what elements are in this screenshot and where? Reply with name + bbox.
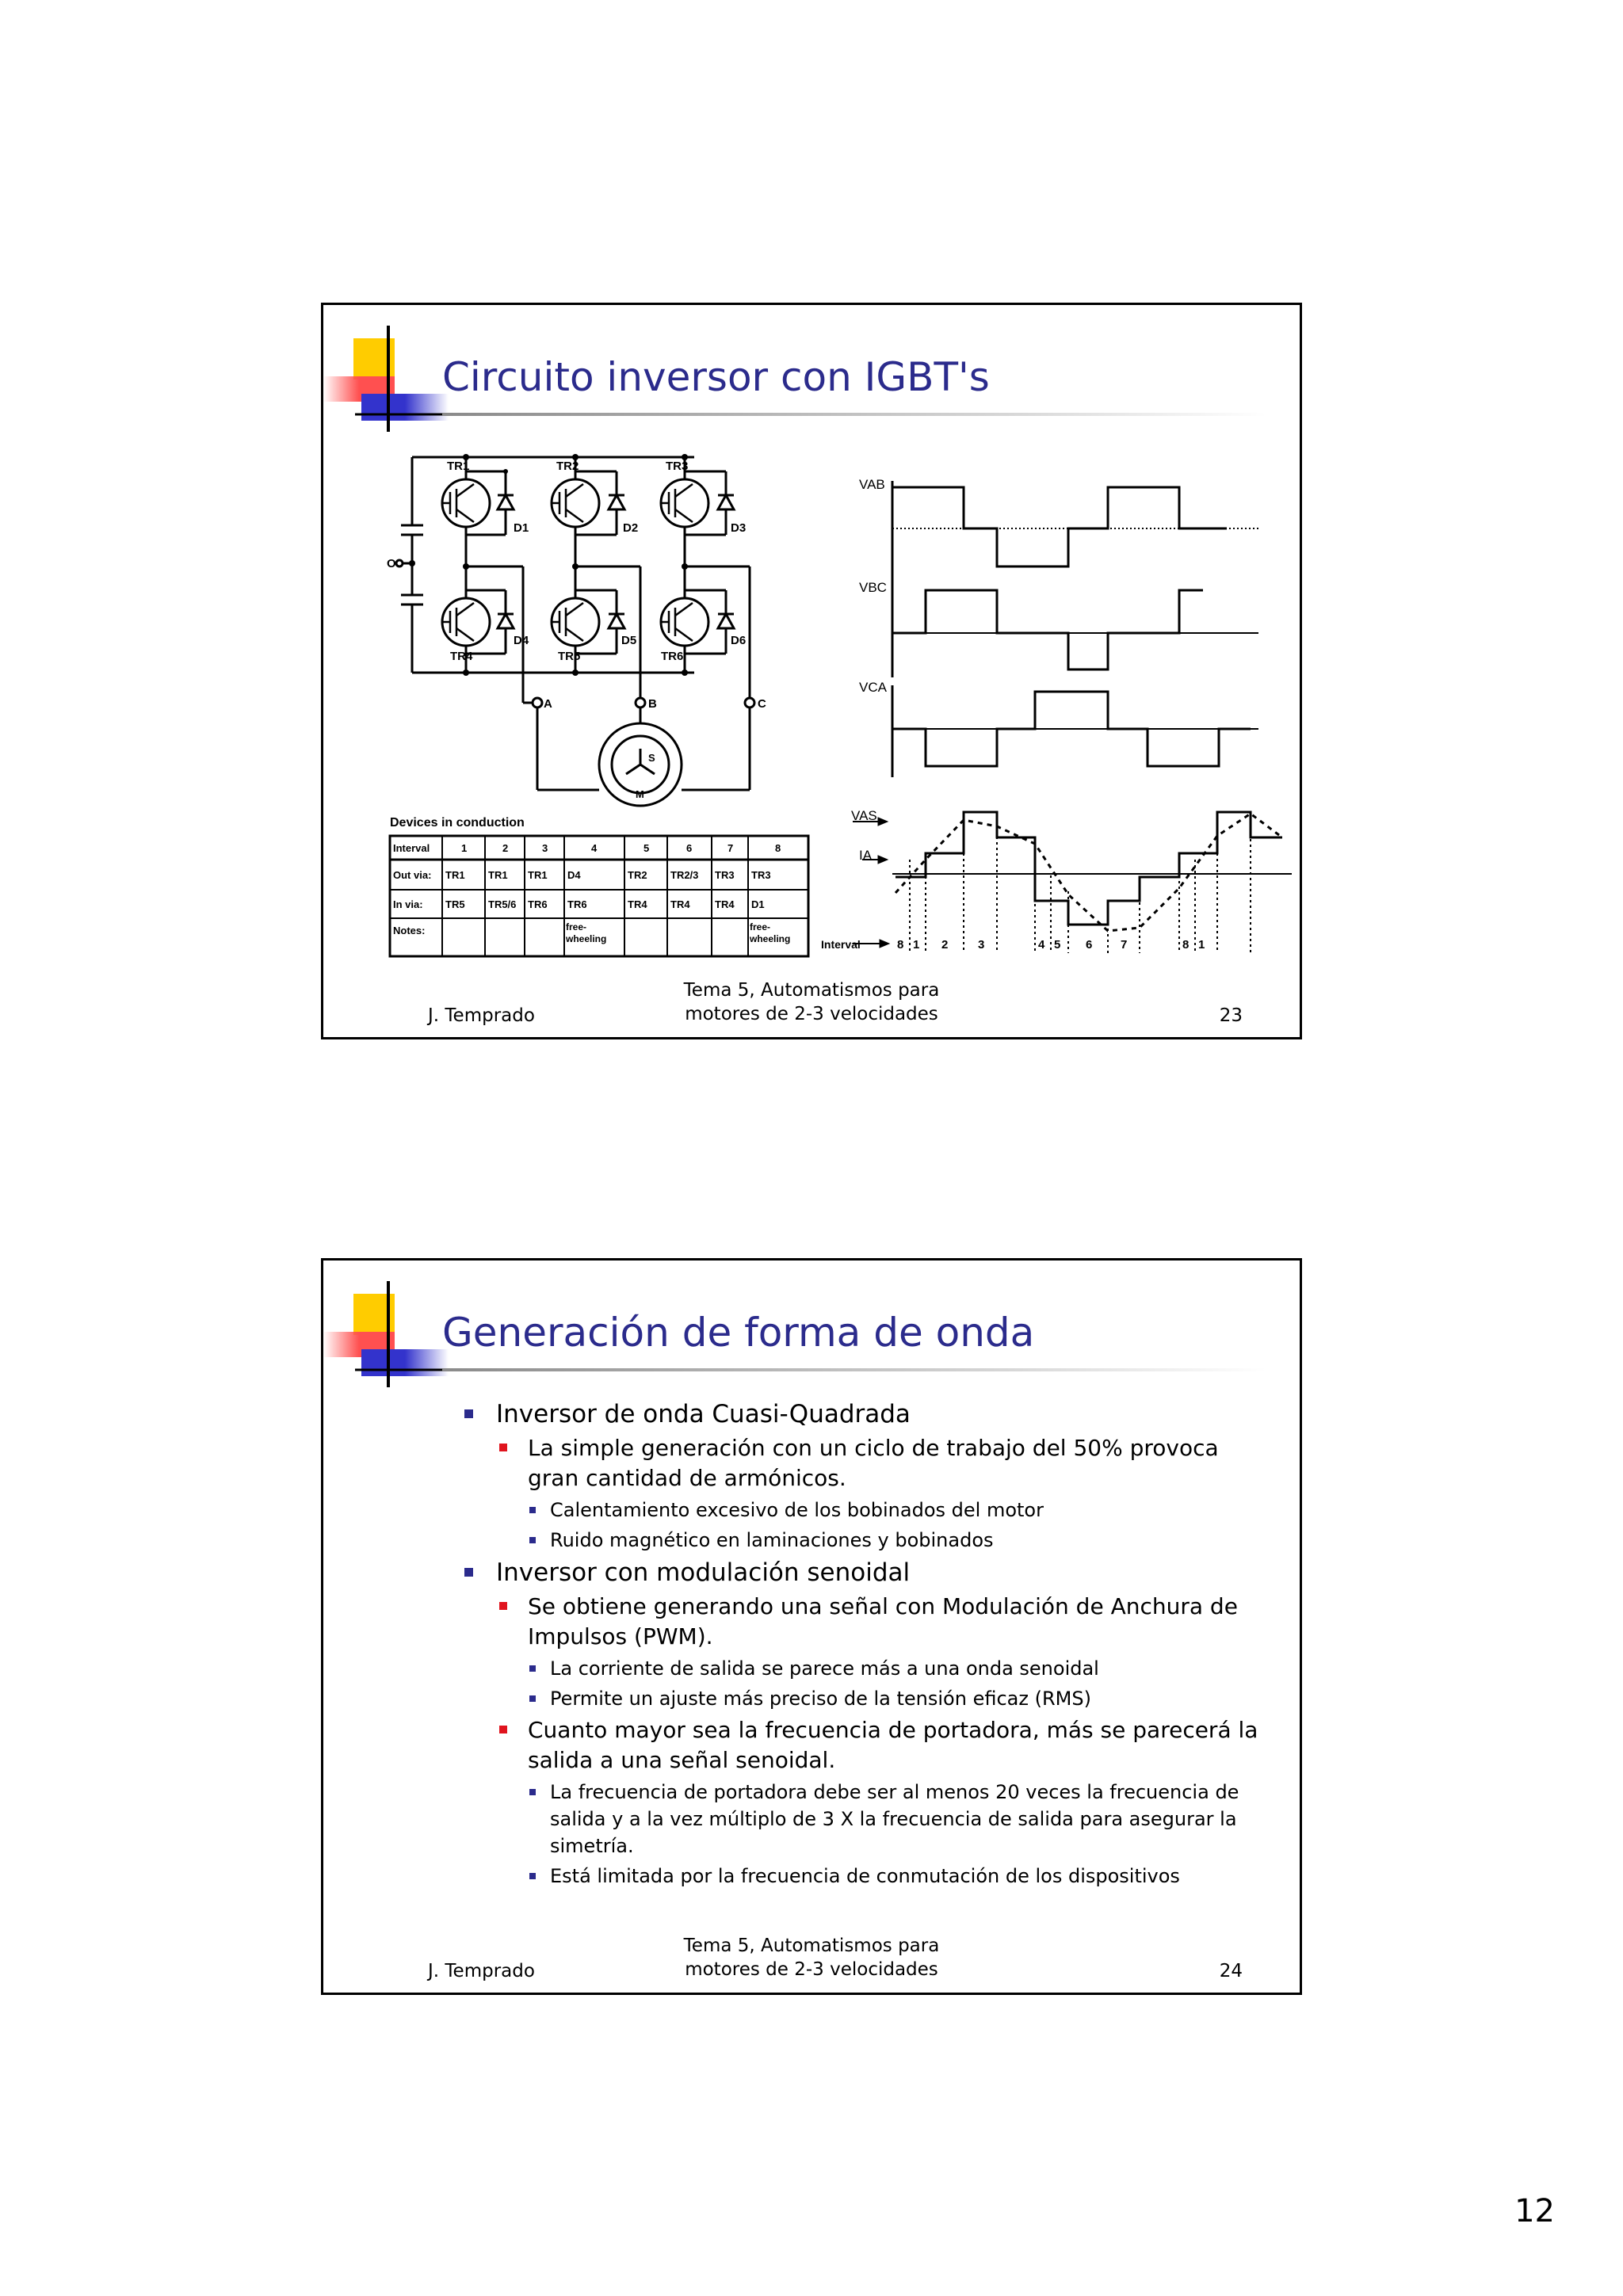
square-bullet-icon — [499, 1602, 507, 1610]
terminal-label: A — [544, 697, 552, 711]
sub-sub-bullet-text: La corriente de salida se parece más a una onda senoidal — [550, 1657, 1099, 1680]
slide-title: Circuito inversor con IGBT's — [442, 354, 990, 400]
table-cell: TR6 — [567, 898, 587, 910]
title-underline — [442, 1368, 1266, 1371]
transistor-label: TR6 — [661, 650, 684, 663]
line-voltage-waveforms — [892, 481, 1258, 777]
waveform-label-vbc: VBC — [859, 580, 887, 595]
square-bullet-icon — [499, 1444, 507, 1451]
square-bullet-icon — [464, 1409, 473, 1418]
square-bullet-icon — [529, 1507, 536, 1513]
interval-tick: 4 — [1038, 938, 1045, 952]
table-cell: TR1 — [488, 869, 508, 881]
terminal-label: C — [758, 697, 766, 711]
footer-course-line1: Tema 5, Automatismos para — [683, 1936, 940, 1956]
sub-sub-bullet-item — [528, 1655, 1268, 1682]
table-header-cell: 1 — [461, 842, 468, 854]
diode-label: D2 — [623, 521, 639, 535]
interval-tick: 7 — [1121, 938, 1128, 952]
sub-bullet-item — [496, 1592, 1268, 1712]
interval-axis-label: Interval — [821, 938, 861, 951]
sub-bullet-text: Cuanto mayor sea la frecuencia de portadora, más se parecerá la salida a una señal senoidal. — [528, 1717, 1258, 1773]
table-header-cell: Interval — [393, 842, 430, 854]
table-title: Devices in conduction — [390, 816, 525, 830]
table-cell: TR6 — [528, 898, 548, 910]
square-bullet-icon — [529, 1695, 536, 1702]
table-cell: D4 — [567, 869, 581, 881]
table-cell: TR4 — [670, 898, 690, 910]
diode-label: D3 — [731, 521, 747, 535]
table-cell: D1 — [751, 898, 765, 910]
slide-23 — [321, 303, 1302, 1039]
footer-author: J. Temprado — [428, 1005, 535, 1026]
diode-label: D4 — [514, 634, 529, 647]
diode-label: D6 — [731, 634, 747, 647]
table-cell: TR4 — [628, 898, 647, 910]
motor-label: S — [648, 752, 655, 764]
footer-course-line1: Tema 5, Automatismos para — [683, 980, 940, 1001]
phase-voltage-current-waveforms — [853, 812, 1292, 953]
table-header-cell: 7 — [727, 842, 734, 854]
midpoint-label: O — [387, 557, 396, 570]
transistor-label: TR3 — [666, 460, 689, 473]
bullet-item — [460, 1557, 1268, 1890]
waveform-label-ia: IA — [859, 848, 873, 863]
diode-label: D1 — [514, 521, 529, 535]
sub-sub-bullet-text: Permite un ajuste más preciso de la tensión eficaz (RMS) — [550, 1688, 1091, 1710]
interval-tick: 3 — [978, 938, 985, 952]
table-cell: TR3 — [751, 869, 771, 881]
interval-tick: 1 — [913, 938, 920, 952]
sub-sub-bullet-text: Calentamiento excesivo de los bobinados del motor — [550, 1499, 1044, 1521]
sub-sub-bullet-item — [528, 1685, 1268, 1712]
interval-tick: 5 — [1054, 938, 1061, 952]
inverter-figure — [323, 305, 1300, 1018]
table-cell: TR5/6 — [488, 898, 517, 910]
table-header-cell: 3 — [542, 842, 548, 854]
slide-title: Generación de forma de onda — [442, 1310, 1035, 1356]
table-cell: free-wheeling — [750, 921, 791, 944]
sub-sub-bullet-item — [528, 1527, 1268, 1554]
slide-number: 24 — [1219, 1961, 1243, 1981]
table-cell: Out via: — [393, 869, 432, 881]
transistor-label: TR4 — [450, 650, 473, 663]
footer-course — [323, 978, 1300, 1026]
table-cell: TR3 — [715, 869, 735, 881]
bullet-item — [460, 1398, 1268, 1554]
transistor-label: TR5 — [558, 650, 581, 663]
bullet-text: Inversor con modulación senoidal — [496, 1558, 911, 1587]
table-cell: In via: — [393, 898, 423, 910]
sub-sub-bullet-text: La frecuencia de portadora debe ser al menos 20 veces la frecuencia de salida y a la vez múltiplo de 3 X la frecuencia de salida para asegurar la simetría. — [550, 1781, 1239, 1857]
terminal-label: B — [648, 697, 657, 711]
diode-label: D5 — [621, 634, 637, 647]
square-bullet-icon — [529, 1665, 536, 1672]
conduction-table — [390, 816, 808, 956]
square-bullet-icon — [529, 1537, 536, 1543]
slide-body — [460, 1395, 1268, 1890]
waveform-label-vas: VAS — [851, 808, 877, 823]
table-cell: TR2/3 — [670, 869, 699, 881]
slide-decoration-icon — [323, 1261, 450, 1387]
square-bullet-icon — [464, 1568, 473, 1577]
transistor-label: TR1 — [447, 460, 470, 473]
footer-course-line2: motores de 2-3 velocidades — [685, 1004, 938, 1024]
square-bullet-icon — [499, 1726, 507, 1733]
inverter-circuit-diagram — [396, 454, 754, 806]
sub-bullet-item — [496, 1433, 1268, 1554]
slide-24 — [321, 1258, 1302, 1995]
table-cell: TR1 — [528, 869, 548, 881]
slide-number: 23 — [1219, 1005, 1243, 1026]
table-header-cell: 2 — [502, 842, 509, 854]
table-cell: TR5 — [445, 898, 465, 910]
square-bullet-icon — [529, 1789, 536, 1795]
bullet-text: Inversor de onda Cuasi-Quadrada — [496, 1400, 911, 1428]
waveform-label-vca: VCA — [859, 680, 887, 695]
sub-sub-bullet-text: Ruido magnético en laminaciones y bobinados — [550, 1529, 994, 1551]
table-header-cell: 8 — [775, 842, 781, 854]
sub-sub-bullet-item — [528, 1863, 1268, 1890]
sub-sub-bullet-item — [528, 1779, 1268, 1859]
bullet-list — [460, 1398, 1268, 1890]
table-cell: TR2 — [628, 869, 647, 881]
sub-bullet-text: Se obtiene generando una señal con Modulación de Anchura de Impulsos (PWM). — [528, 1593, 1238, 1650]
page-number: 12 — [1514, 2193, 1555, 2229]
sub-sub-bullet-text: Está limitada por la frecuencia de conmutación de los dispositivos — [550, 1865, 1180, 1887]
interval-tick: 1 — [1198, 938, 1205, 952]
sub-sub-bullet-item — [528, 1497, 1268, 1524]
table-cell: TR1 — [445, 869, 465, 881]
table-header-cell: 5 — [643, 842, 650, 854]
table-cell: Notes: — [393, 925, 426, 936]
waveform-label-vab: VAB — [859, 477, 885, 492]
interval-tick: 6 — [1086, 938, 1093, 952]
interval-tick: 8 — [1182, 938, 1190, 952]
footer-course-line2: motores de 2-3 velocidades — [685, 1959, 938, 1980]
interval-tick: 8 — [897, 938, 904, 952]
interval-tick: 2 — [941, 938, 949, 952]
table-header-cell: 6 — [686, 842, 693, 854]
table-header-cell: 4 — [591, 842, 598, 854]
footer-course — [323, 1934, 1300, 1981]
motor-label: M — [636, 788, 644, 800]
sub-bullet-item — [496, 1715, 1268, 1890]
transistor-label: TR2 — [556, 460, 579, 473]
table-cell: TR4 — [715, 898, 735, 910]
square-bullet-icon — [529, 1873, 536, 1879]
footer-author: J. Temprado — [428, 1961, 535, 1981]
table-cell: free-wheeling — [566, 921, 607, 944]
sub-bullet-text: La simple generación con un ciclo de trabajo del 50% provoca gran cantidad de armónicos. — [528, 1435, 1219, 1491]
